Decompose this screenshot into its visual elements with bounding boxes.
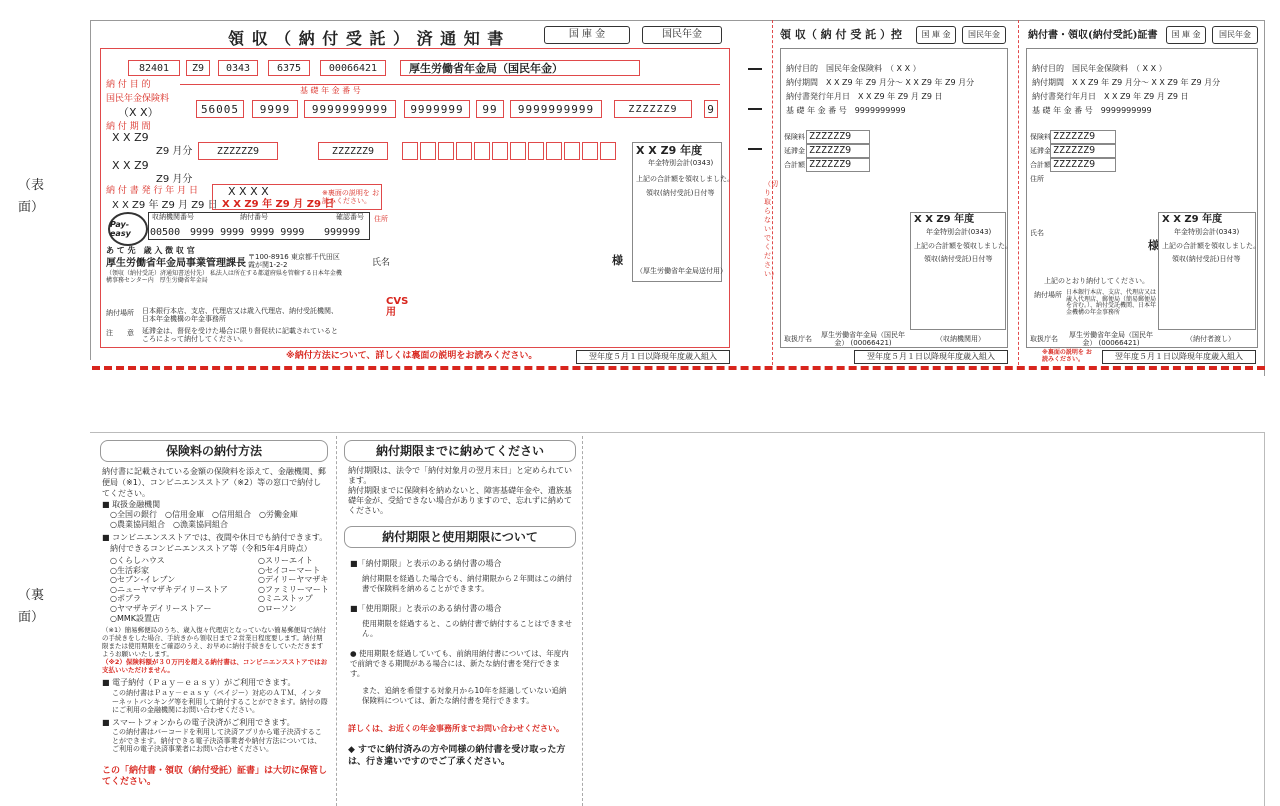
residence-label: 住所 xyxy=(374,215,388,223)
row2-1: 56005 xyxy=(196,100,244,118)
back-left-s1: ■ 取扱金融機関 xyxy=(102,500,161,509)
cert-line-1: 納付目的 国民年金保険料 （ X X ） xyxy=(1032,64,1167,73)
back-left-s3b: この納付書はＰａｙ－ｅａｓｙ（ペイジー）対応のＡＴＭ、インターネットバンキング等を利用して納付することができます。納付の際にご利用の金融機関にお問い合わせください。 xyxy=(112,689,328,715)
caution-text: 延滞金は、督促を受けた場合に限り督促状に記載されているところによって納付してください。 xyxy=(142,327,338,343)
back-mid-b3b: また、追納を希望する対象月から10年を経過していない追納保険料については、新たな納付書を発行できます。 xyxy=(362,686,567,705)
note-small: （領収（納付受託）済通知書送付先） 私法人は所在する都道府県を管轄する日本年金機構事務センター内 厚生労働省年金局 xyxy=(106,270,342,284)
banks-1: ○全国の銀行 ○信用金庫 ○信用組合 ○労働金庫 xyxy=(110,510,298,519)
store-item: ○スリーエイト xyxy=(258,556,313,565)
back-mid-b2: ■「使用期限」と表示のある納付書の場合 xyxy=(350,604,502,613)
sama: 様 xyxy=(612,254,623,267)
code-3: 0343 xyxy=(218,60,258,76)
ctrl-line-4: 基 礎 年 金 番 号 9999999999 xyxy=(786,106,906,115)
ctrl-year-stamp: 翌年度５月１日以降現年度歳入組入 xyxy=(854,350,1008,364)
ctrl-stamp-date: 領収(納付受託)日付等 xyxy=(924,255,993,263)
caution-label: 注 意 xyxy=(106,329,134,337)
store-item: ○ニューヤマザキデイリーストア xyxy=(110,584,228,594)
code-5: 00066421 xyxy=(320,60,386,76)
back-left-s2: ■ コンビニエンスストアでは、夜間や休日でも納付できます。 xyxy=(102,533,328,542)
perforation-2 xyxy=(1018,20,1019,365)
amount-1: ZZZZZZ9 xyxy=(198,142,278,160)
period-to: X X Z9 xyxy=(112,159,149,172)
bottom-perforation xyxy=(92,366,1265,370)
ctrl-stamp-recv: 上記の合計額を領収しました。 xyxy=(914,242,1012,250)
back-mid-heading: 納付期限までに納めてください xyxy=(344,440,576,462)
store-item: ○ミニストップ xyxy=(258,594,313,604)
code-4: 6375 xyxy=(268,60,310,76)
stores-right xyxy=(258,556,329,614)
stores-left xyxy=(110,556,228,623)
store-item: ○セイコーマート xyxy=(258,565,321,575)
ctrl-title: 領 収（ 納 付 受 託 ）控 xyxy=(780,28,902,41)
front-side-label: （表面） xyxy=(18,178,45,215)
ctrl-side-red: （切り取らないでください） xyxy=(764,180,778,278)
issue-value: X X Z9 年 Z9 月 Z9 日 xyxy=(112,200,218,211)
cert-stamp-sub: 年金特別会計(0343) xyxy=(1174,228,1240,236)
cert-place-text: 日本銀行本店、支店、代理店又は歳入代理店、郵便局（簡易郵便局を含む。）、納付受託機関、日本年金機構の年金事務所 xyxy=(1066,289,1157,316)
period-from: X X Z9 xyxy=(112,131,149,144)
code-1: 82401 xyxy=(128,60,180,76)
purpose-value: 国民年金保険料 xyxy=(106,94,170,104)
col-h3: 確認番号 xyxy=(336,213,364,221)
back-mid-b1: ■「納付期限」と表示のある納付書の場合 xyxy=(350,559,502,568)
ctrl-foot3: （収納機関用） xyxy=(936,335,985,343)
back-left-s2b: 納付できるコンビニエンスストア等（令和5年4月時点） xyxy=(110,544,312,553)
store-item: ○ローソン xyxy=(258,603,297,613)
back-mid-b2t: 使用期限を経過すると、この納付書で納付することはできません。 xyxy=(362,619,572,638)
place-text: 日本銀行本店、支店、代理店又は歳入代理店、納付受託機関、日本年金機構の年金事務所 xyxy=(142,307,338,323)
row2-2: 9999 xyxy=(252,100,298,118)
main-tag-kokko: 国 庫 金 xyxy=(544,26,630,44)
ctrl-tag2: 国民年金 xyxy=(962,26,1006,44)
back-mid-b1t: 納付期限を経過した場合でも、納付期限から２年間はこの納付書で保険料を納めることができます。 xyxy=(362,574,572,593)
main-tag-kokumin: 国民年金 xyxy=(642,26,722,44)
amount-grid xyxy=(402,142,622,160)
issue-label: 納 付 書 発 行 年 月 日 xyxy=(106,186,199,196)
pay-easy-logo-icon: Pay-easy xyxy=(108,212,148,246)
ctrl-foot1: 取扱庁名 xyxy=(784,335,812,343)
ctrl-stamp-sub: 年金特別会計(0343) xyxy=(926,228,992,236)
pay-code: 00500 xyxy=(150,227,181,238)
store-item: ○ヤマザキデイリーストアー xyxy=(110,603,212,613)
bottom-red: ※納付方法について、詳しくは裏面の説明をお読みください。 xyxy=(286,351,538,361)
main-stamp-sub: 年金特別会計(0343) xyxy=(648,159,714,167)
back-left-s4: ■ スマートフォンからの電子決済がご利用できます。 xyxy=(102,718,295,727)
cert-amount-3: ZZZZZZ9 xyxy=(1050,158,1116,172)
cert-title: 納付書・領収(納付受託)証書 xyxy=(1028,30,1158,41)
address: 〒100-8916 東京都千代田区霞が関1-2-2 xyxy=(248,253,340,269)
cvs-label: CVS用 xyxy=(386,296,409,318)
zz-end: ZZZZZZ9 xyxy=(614,100,692,118)
store-item: ○ファミリーマート xyxy=(258,584,329,594)
store-item: ○セブン-イレブン xyxy=(110,575,176,585)
row2-4: 9999999 xyxy=(404,100,470,118)
main-title: 領 収 （ 納 付 受 託 ） 済 通 知 書 xyxy=(228,29,505,48)
cert-row-label-1: 保険料 xyxy=(1030,133,1051,141)
cert-foot1: 取扱庁名 xyxy=(1030,335,1058,343)
payee: 厚生労働省年金局（国民年金） xyxy=(400,60,640,76)
red-note: ※裏面の説明を お読みください。 xyxy=(322,189,380,205)
pay-no: 9999 9999 9999 9999 xyxy=(190,227,305,238)
place-label: 納付場所 xyxy=(106,309,134,317)
col-h2: 納付番号 xyxy=(240,213,268,221)
back-mid-last: ◆ すでに納付済みの方や同様の納付書を受け取った方は、行き違いですのでご了承ください。 xyxy=(348,745,566,767)
cert-name-label: 氏名 xyxy=(1030,229,1044,237)
back-left-intro: 納付書に記載されている金額の保険料を添えて、金融機関、郵便局（※1）、コンビニエンスストア（※2）等の窓口で納付してください。 xyxy=(102,467,326,498)
cert-amount-2: ZZZZZZ9 xyxy=(1050,144,1116,158)
back-mid-p2: 納付期限までに保険料を納めないと、障害基礎年金や、遺族基礎年金が、受給できない場合がありますので、忘れずに納めてください。 xyxy=(348,486,572,515)
cert-line-3: 納付書発行年月日 X X Z9 年 Z9 月 Z9 日 xyxy=(1032,92,1189,101)
back-sep-2 xyxy=(582,436,583,806)
ctrl-row-label-2: 延滞金 xyxy=(784,147,805,155)
back-mid-p1: 納付期限は、法令で「納付対象月の翌月末日」と定められています。 xyxy=(348,466,572,485)
back-left-note2: （※2）保険料額が３０万円を超える納付書は、コンビニエンスストアではお支払いいただけません。 xyxy=(102,658,328,674)
cert-foot3: （納付者渡し） xyxy=(1186,335,1235,343)
ctrl-amount-1: ZZZZZZ9 xyxy=(806,130,870,144)
back-left-note1: （※1）簡易郵便局のうち、歳入復々代理店となっていない簡易郵便局で納付の手続きをした場合、手続きから領収日まで２営業日程度要します。納付期限または使用期限をご確認のうえ、お早めに納付手続きをしていただきますようお願いいたします。 xyxy=(102,626,327,658)
cert-red-small: ※裏面の説明を お読みください。 xyxy=(1042,349,1092,363)
year-stamp-main: 翌年度５月１日以降現年度歳入組入 xyxy=(576,350,730,364)
main-stamp-recv: 上記の合計額を領収しました。 xyxy=(636,175,734,183)
nine-box: 9 xyxy=(704,100,718,118)
back-side-label: （裏面） xyxy=(18,588,45,625)
cert-stamp-date: 領収(納付受託)日付等 xyxy=(1172,255,1241,263)
period-label: 納 付 期 間 xyxy=(106,122,151,132)
mark-2 xyxy=(748,108,762,110)
store-item: ○くらしハウス xyxy=(110,556,165,565)
cert-tag1: 国 庫 金 xyxy=(1166,26,1206,44)
cert-received: 上記のとおり納付してください。 xyxy=(1044,277,1149,285)
ctrl-line-1: 納付目的 国民年金保険料 （ X X ） xyxy=(786,64,921,73)
office: 厚生労働省年金局事業管理課長 xyxy=(106,258,246,269)
cert-sama: 様 xyxy=(1148,239,1159,252)
ctrl-line-2: 納付期間 X X Z9 年 Z9 月分～ X X Z9 年 Z9 月分 xyxy=(786,78,975,87)
ctrl-row-label-1: 保険料 xyxy=(784,133,805,141)
store-item: ○ポプラ xyxy=(110,594,141,604)
mark-3 xyxy=(748,148,762,150)
perforation-1 xyxy=(772,20,773,365)
ctrl-amount-3: ZZZZZZ9 xyxy=(806,158,870,172)
cert-stamp-recv: 上記の合計額を領収しました。 xyxy=(1162,242,1260,250)
purpose-label: 納 付 目 的 xyxy=(106,80,151,90)
main-stamp-date: 領収(納付受託)日付等 xyxy=(646,189,715,197)
back-left-s4b: この納付書はバーコードを利用して決済アプリから電子決済することができます。納付できる電子決済事業者や納付方法については、ご利用の電子決済事業者にお問い合わせください。 xyxy=(112,728,322,754)
main-stamp-foot: （厚生労働省年金局送付用） xyxy=(636,267,727,275)
back-left-s3: ■ 電子納付（Ｐａｙ－ｅａｓｙ）がご利用できます。 xyxy=(102,678,296,687)
period-from-month: Z9 月分 xyxy=(156,146,193,157)
ctrl-row-label-3: 合計額 xyxy=(784,161,805,169)
amount-2: ZZZZZZ9 xyxy=(318,142,388,160)
row2-5: 99 xyxy=(476,100,504,118)
cert-tag2: 国民年金 xyxy=(1212,26,1258,44)
back-left-warn: この「納付書・領収（納付受託）証書」は大切に保管してください。 xyxy=(102,766,328,787)
store-item: ○デイリーヤマザキ xyxy=(258,575,329,585)
cert-row-label-2: 延滞金 xyxy=(1030,147,1051,155)
store-item: ○生活彩家 xyxy=(110,565,149,575)
cert-stamp-year: X X Z9 年度 xyxy=(1162,214,1223,225)
cert-residence: 住所 xyxy=(1030,175,1044,183)
cert-year-stamp: 翌年度５月１日以降現年度歳入組入 xyxy=(1102,350,1256,364)
cert-line-2: 納付期間 X X Z9 年 Z9 月分～ X X Z9 年 Z9 月分 xyxy=(1032,78,1221,87)
back-sep-1 xyxy=(336,436,337,806)
cert-line-4: 基 礎 年 金 番 号 9999999999 xyxy=(1032,106,1152,115)
name-label: 氏名 xyxy=(372,258,391,268)
cert-place-label: 納付場所 xyxy=(1034,291,1062,299)
basic-no-label: 基 礎 年 金 番 号 xyxy=(300,86,361,95)
period-to-month: Z9 月分 xyxy=(156,174,193,185)
ctrl-line-3: 納付書発行年月日 X X Z9 年 Z9 月 Z9 日 xyxy=(786,92,943,101)
col-h1: 収納機関番号 xyxy=(152,213,194,221)
cert-foot2: 厚生労働省年金局（国民年金） (00066421) xyxy=(1069,331,1153,347)
row2-3: 9999999999 xyxy=(304,100,396,118)
ctrl-tag1: 国 庫 金 xyxy=(916,26,956,44)
front-left-edge xyxy=(90,20,92,360)
to-label: あ て 先 歳 入 徴 収 官 xyxy=(106,246,195,255)
back-left-heading: 保険料の納付方法 xyxy=(100,440,328,462)
deadline: X X Z9 年 Z9 月 Z9 日 xyxy=(222,199,335,210)
store-item: ○MMK設置店 xyxy=(110,613,161,623)
confirm-no: 999999 xyxy=(324,227,361,238)
main-stamp-year: X X Z9 年度 xyxy=(636,144,703,157)
row2-6: 9999999999 xyxy=(510,100,602,118)
xxxx: X X X X xyxy=(228,185,269,198)
banks-2: ○農業協同組合 ○漁業協同組合 xyxy=(110,520,228,529)
back-mid-b3: ● 使用期限を経過していても、前納用納付書については、年度内で前納できる期間がある場合には、新たな納付書を発行できます。 xyxy=(350,649,569,678)
cert-row-label-3: 合計額 xyxy=(1030,161,1051,169)
ctrl-foot2: 厚生労働省年金局（国民年金） (00066421) xyxy=(821,331,905,347)
mark-1 xyxy=(748,68,762,70)
ctrl-amount-2: ZZZZZZ9 xyxy=(806,144,870,158)
code-2: Z9 xyxy=(186,60,210,76)
year-value: （X X） xyxy=(118,106,159,119)
back-mid-red: 詳しくは、お近くの年金事務所までお問い合わせください。 xyxy=(348,724,564,733)
back-mid-heading2: 納付期限と使用期限について xyxy=(344,526,576,548)
ctrl-stamp-year: X X Z9 年度 xyxy=(914,214,975,225)
cert-amount-1: ZZZZZZ9 xyxy=(1050,130,1116,144)
